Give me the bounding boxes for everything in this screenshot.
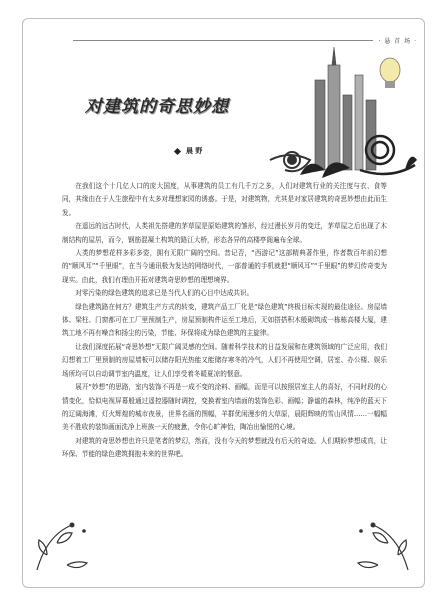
- floral-ornament-left: [32, 515, 102, 575]
- floral-ornament-right: [343, 515, 413, 575]
- lightbulb-icon: [380, 58, 400, 88]
- article-title: 对建筑的奇思妙想: [85, 97, 229, 117]
- author-line: [175, 146, 202, 156]
- paragraph: 绿色建筑路在何方？建筑生产方式的转变，建筑产品工厂化是“绿色建筑”终极目标实现的最佳途径。房屋墙体、梁柱、门窗都可在工厂里预制生产，房屋预制构件运至工地后，无如搭搭积木般砌筑成一栋栋高楼大厦，建筑工地不再有噪音和扬尘的污染，节能、环保将成为绿色建筑的主旋律。: [62, 302, 387, 338]
- paragraph: 让我们深度拓展“奇思妙想”无限广阔灵感的空间。随着科学技术的日益发展和在建筑领域的广泛应用，我们幻想着工厂里预制的房屋墙板可以储存阳光热能又能储存寒冬的冷气，人们不再使用空调，居室、办公楼、娱乐场所均可以自动调节室内温度，让人们享受着冬暖夏凉的惬意。: [62, 342, 387, 378]
- column-tag: · 悬 首 场 ·: [378, 38, 417, 45]
- paragraph: 对建筑的奇思妙想也许只是笔者的梦幻，然而，没有今天的梦想就没有后天的奇迹。人们期盼梦想成真，让环保、节能的绿色建筑拥抱未来的世界吧。: [62, 436, 387, 459]
- paragraph: 展开“妙想”的思路，室内装饰不再是一成不变的涂料、画幅，而是可以按照居室主人的喜好，不同时段的心情变化，恰似电视屏幕般通过遥控器随时调控，变换着室内墙面的装饰色彩、画幅；静谧的森林，纯净的蓝天下的辽阔海滩，灯火辉煌的城市夜景，世界名画的图幅，羊群优闲漫步的大草原，晨阳辉映的雪山风情……一幅幅美不胜收的装饰画面洗净上班族一天的疲惫，令你心旷神怡，陶冶出愉悦的心境。: [62, 383, 387, 432]
- author-name: 晨 野: [186, 147, 203, 155]
- paragraph: 人类的梦想花样多彩多姿，拥有无限广阔的空间。昔记否，“西游记”这部精典著作里，作者数百年前幻想的“顺风耳”“千里眼”，在当今通讯极为发达的网络时代，一部普通的手机就把“顺风耳”“千里眼”的梦幻传奇变为现实。由此，我们有理由开拓对建筑奇思妙想的理想境界。: [62, 249, 387, 284]
- paragraph: 对零污染的绿色建筑的追求已是当代人们的心目中达成共识。: [75, 289, 254, 298]
- paragraph: 在我们这个十几亿人口的庞大国度，从事建筑的员工有几千万之多，人们对建筑行业的关注度与衣、食等同，其缘由在于人生旅程中有太多对理想家园的诱惑。于是，对建筑物，尤其是对家居建筑的奇思妙想由此而生发。: [62, 182, 387, 217]
- article-body: [62, 180, 387, 462]
- diamond-bullet-icon: [174, 147, 181, 154]
- swirl-ornament-left: [270, 152, 310, 171]
- paragraph: 在遥远的远古时代，人类祖先搭建的茅草屋是原始建筑的雏形，经过漫长岁月的变迁，茅草屋之后出现了木制结构的屋居，而今，钢筋混凝土构筑的路江大桥，形态各异的高楼亭阁遍布全球。: [62, 222, 387, 244]
